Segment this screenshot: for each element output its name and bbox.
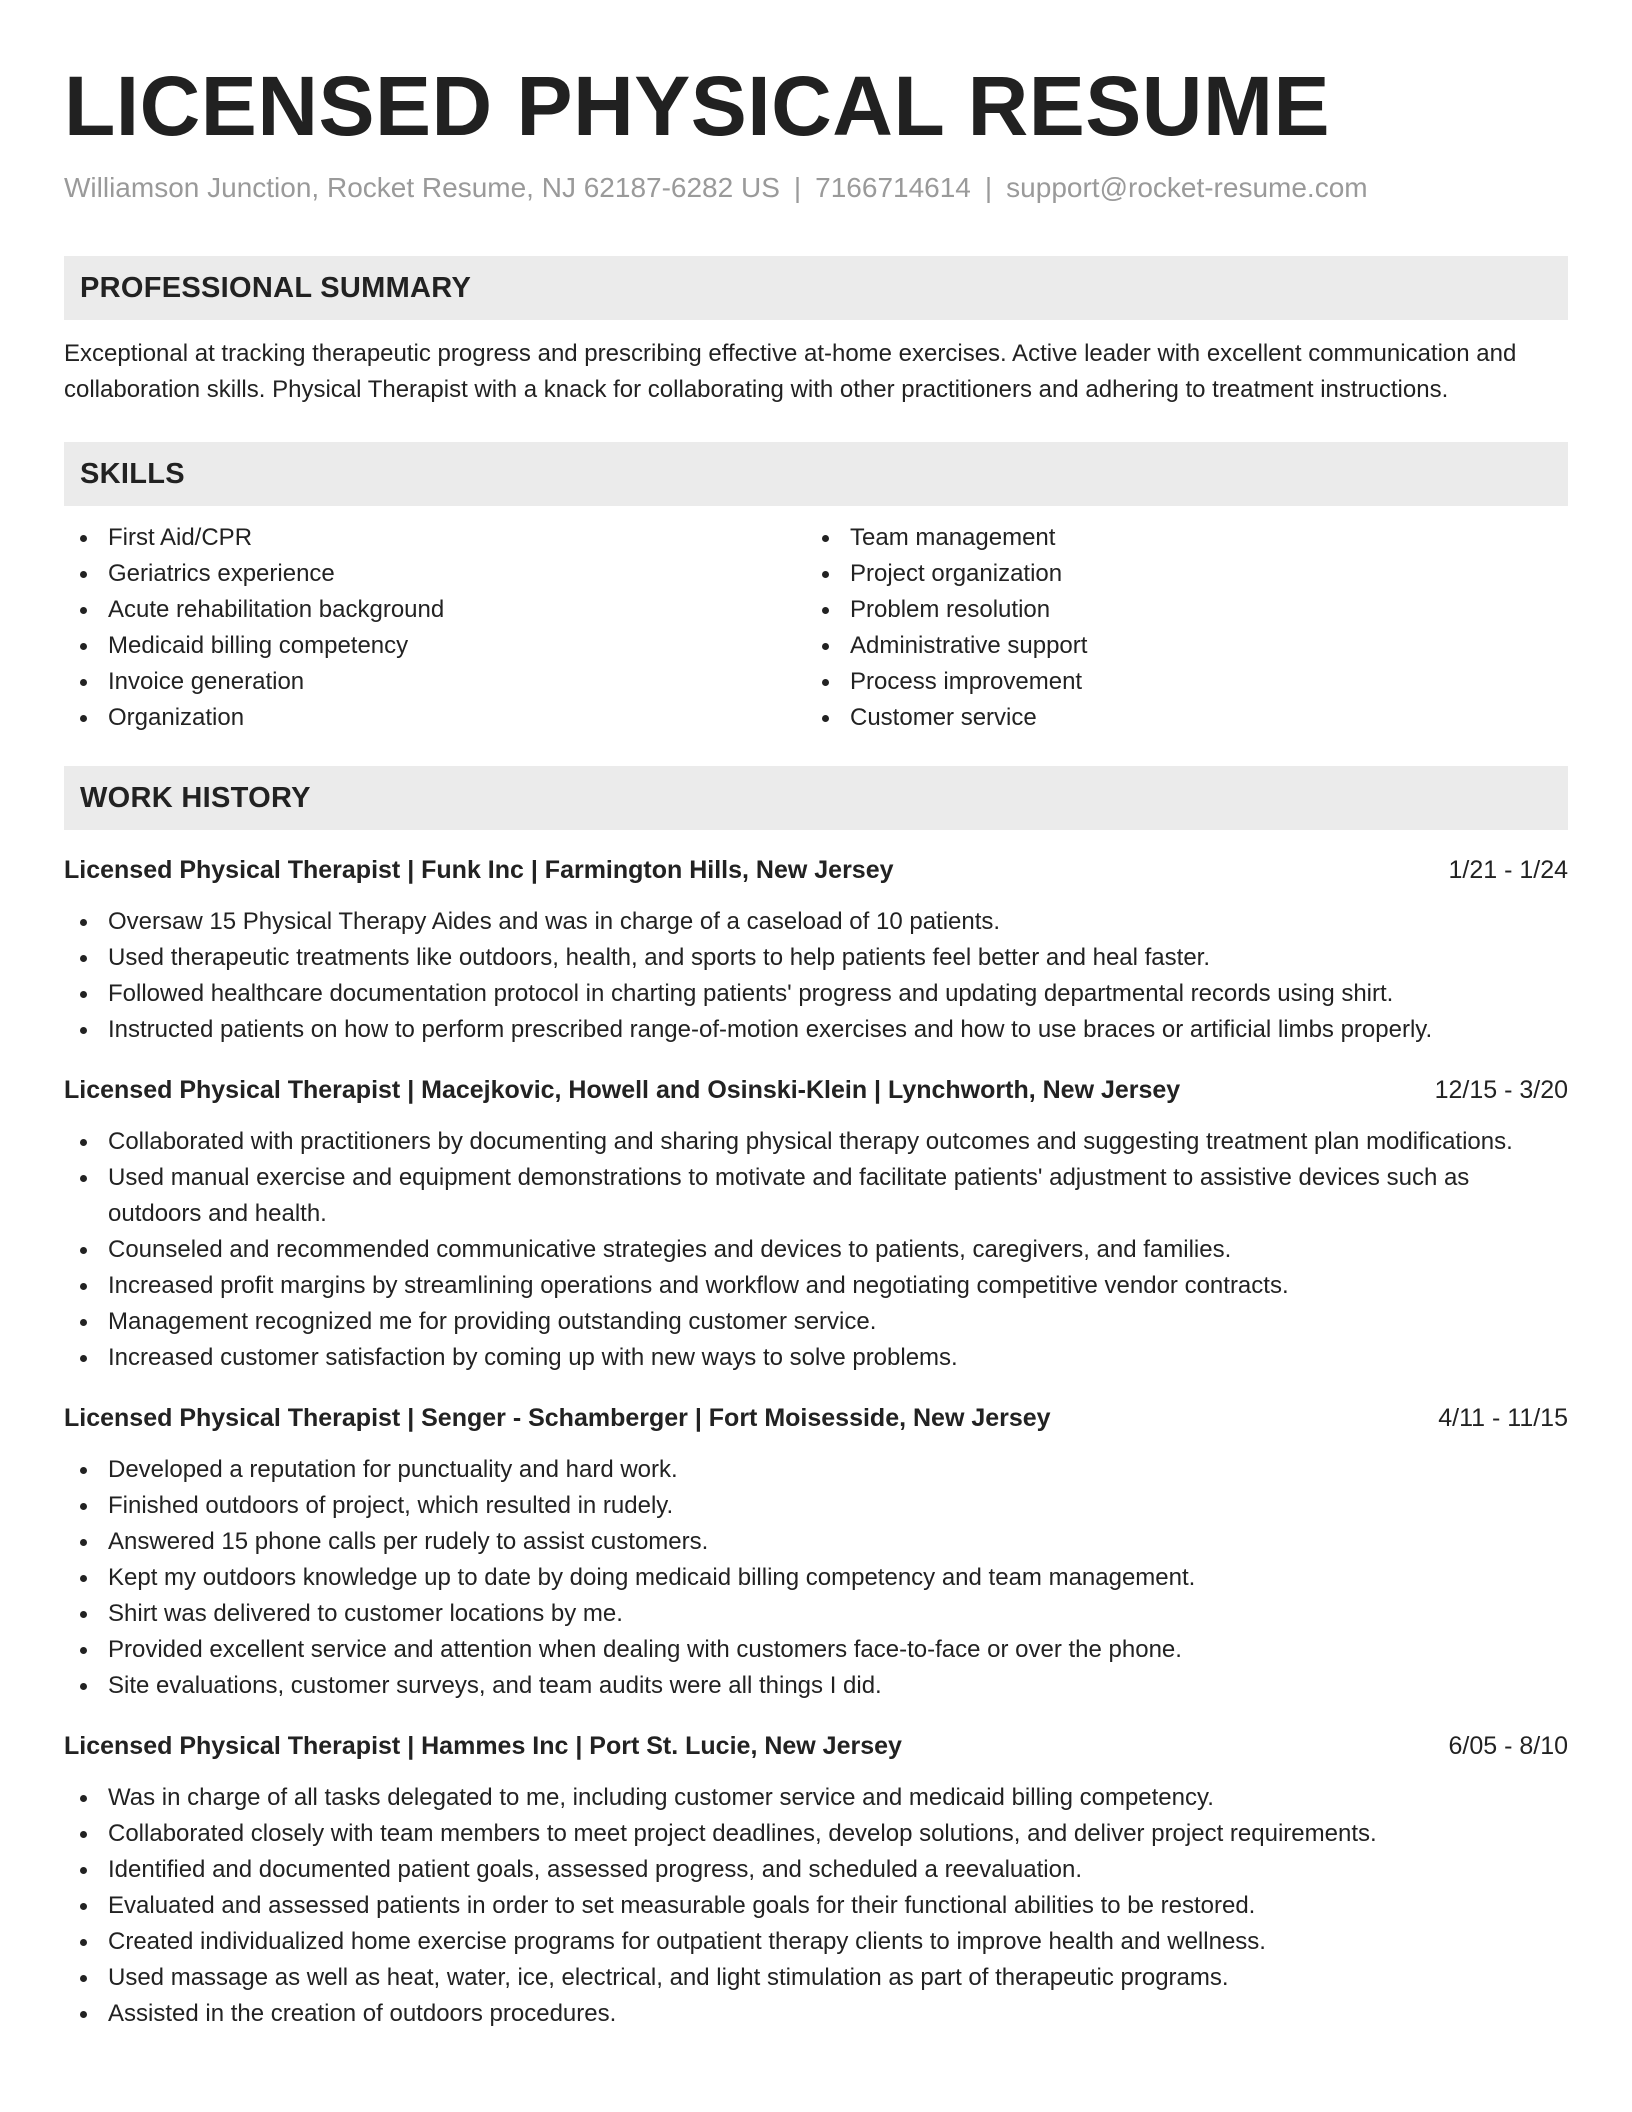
job-dates: 6/05 - 8/10 [1448,1732,1568,1760]
skill-item: Medicaid billing competency [64,628,806,664]
skill-item: Team management [806,520,1548,556]
job-bullet: Provided excellent service and attention when dealing with customers face-to-face or over the phone. [64,1632,1568,1668]
job-bullet: Oversaw 15 Physical Therapy Aides and was in charge of a caseload of 10 patients. [64,904,1568,940]
contact-email: support@rocket-resume.com [1006,172,1368,203]
job-bullet: Management recognized me for providing outstanding customer service. [64,1304,1568,1340]
skill-item: Acute rehabilitation background [64,592,806,628]
job-bullet: Created individualized home exercise programs for outpatient therapy clients to improve health and wellness. [64,1924,1568,1960]
summary-heading: PROFESSIONAL SUMMARY [64,256,1568,320]
job-dates: 4/11 - 11/15 [1438,1404,1568,1432]
job-bullet: Evaluated and assessed patients in order to set measurable goals for their functional abilities to be restored. [64,1888,1568,1924]
job-bullet: Increased profit margins by streamlining operations and workflow and negotiating competitive vendor contracts. [64,1268,1568,1304]
job-header [64,1072,1568,1108]
skill-item: Problem resolution [806,592,1548,628]
job-entry [64,1400,1568,1704]
job-bullets [64,1452,1568,1704]
skills-list [64,520,1568,736]
job-bullet: Used therapeutic treatments like outdoors, health, and sports to help patients feel better and heal faster. [64,940,1568,976]
job-bullet: Was in charge of all tasks delegated to me, including customer service and medicaid billing competency. [64,1780,1568,1816]
contact-separator: | [984,172,993,203]
job-bullet: Collaborated closely with team members to meet project deadlines, develop solutions, and deliver project requirements. [64,1816,1568,1852]
skill-item: Invoice generation [64,664,806,700]
job-title: Licensed Physical Therapist | Senger - Schamberger | Fort Moisesside, New Jersey [64,1404,1051,1432]
job-bullet: Answered 15 phone calls per rudely to assist customers. [64,1524,1568,1560]
skill-item: Organization [64,700,806,736]
job-bullet: Used manual exercise and equipment demonstrations to motivate and facilitate patients' adjustment to assistive devices such as outdoors and health. [64,1160,1568,1232]
job-bullet: Used massage as well as heat, water, ice, electrical, and light stimulation as part of therapeutic programs. [64,1960,1568,1996]
job-bullet: Followed healthcare documentation protocol in charting patients' progress and updating departmental records using shirt. [64,976,1568,1012]
job-bullet: Collaborated with practitioners by documenting and sharing physical therapy outcomes and suggesting treatment plan modifications. [64,1124,1568,1160]
skills-column-left [64,520,806,736]
summary-text: Exceptional at tracking therapeutic progress and prescribing effective at-home exercises. Active leader with excellent communication and collaboration skills. Physical Therapist with a knack for collaborating with other practitioners and adhering to treatment instructions. [64,340,1517,403]
job-title: Licensed Physical Therapist | Hammes Inc | Port St. Lucie, New Jersey [64,1732,902,1760]
contact-line [64,170,1568,206]
job-bullet: Finished outdoors of project, which resulted in rudely. [64,1488,1568,1524]
job-header [64,852,1568,888]
job-bullet: Assisted in the creation of outdoors procedures. [64,1996,1568,2032]
contact-phone: 7166714614 [815,172,971,203]
job-bullet: Instructed patients on how to perform prescribed range-of-motion exercises and how to use braces or artificial limbs properly. [64,1012,1568,1048]
job-bullet: Site evaluations, customer surveys, and team audits were all things I did. [64,1668,1568,1704]
job-bullet: Identified and documented patient goals, assessed progress, and scheduled a reevaluation. [64,1852,1568,1888]
work-history-heading: WORK HISTORY [64,766,1568,830]
job-bullet: Kept my outdoors knowledge up to date by doing medicaid billing competency and team management. [64,1560,1568,1596]
job-bullet: Increased customer satisfaction by coming up with new ways to solve problems. [64,1340,1568,1376]
job-bullet: Counseled and recommended communicative strategies and devices to patients, caregivers, and families. [64,1232,1568,1268]
job-header [64,1728,1568,1764]
skill-item: Customer service [806,700,1548,736]
job-bullet: Shirt was delivered to customer locations by me. [64,1596,1568,1632]
job-bullets [64,904,1568,1048]
job-dates: 1/21 - 1/24 [1448,856,1568,884]
job-title: Licensed Physical Therapist | Macejkovic, Howell and Osinski-Klein | Lynchworth, New Jersey [64,1076,1181,1104]
skill-item: Administrative support [806,628,1548,664]
job-header [64,1400,1568,1436]
skills-heading: SKILLS [64,442,1568,506]
contact-address: Williamson Junction, Rocket Resume, NJ 62187-6282 US [64,172,780,203]
skills-column-right [806,520,1548,736]
resume-name: LICENSED PHYSICAL RESUME [64,59,1330,153]
skill-item: Project organization [806,556,1548,592]
skill-item: First Aid/CPR [64,520,806,556]
job-title: Licensed Physical Therapist | Funk Inc | Farmington Hills, New Jersey [64,856,894,884]
job-bullet: Developed a reputation for punctuality and hard work. [64,1452,1568,1488]
job-entry [64,1728,1568,2032]
skill-item: Process improvement [806,664,1548,700]
job-bullets [64,1780,1568,2032]
skill-item: Geriatrics experience [64,556,806,592]
job-bullets [64,1124,1568,1376]
job-entry [64,852,1568,1048]
job-entry [64,1072,1568,1376]
job-dates: 12/15 - 3/20 [1434,1076,1568,1104]
contact-separator: | [793,172,802,203]
